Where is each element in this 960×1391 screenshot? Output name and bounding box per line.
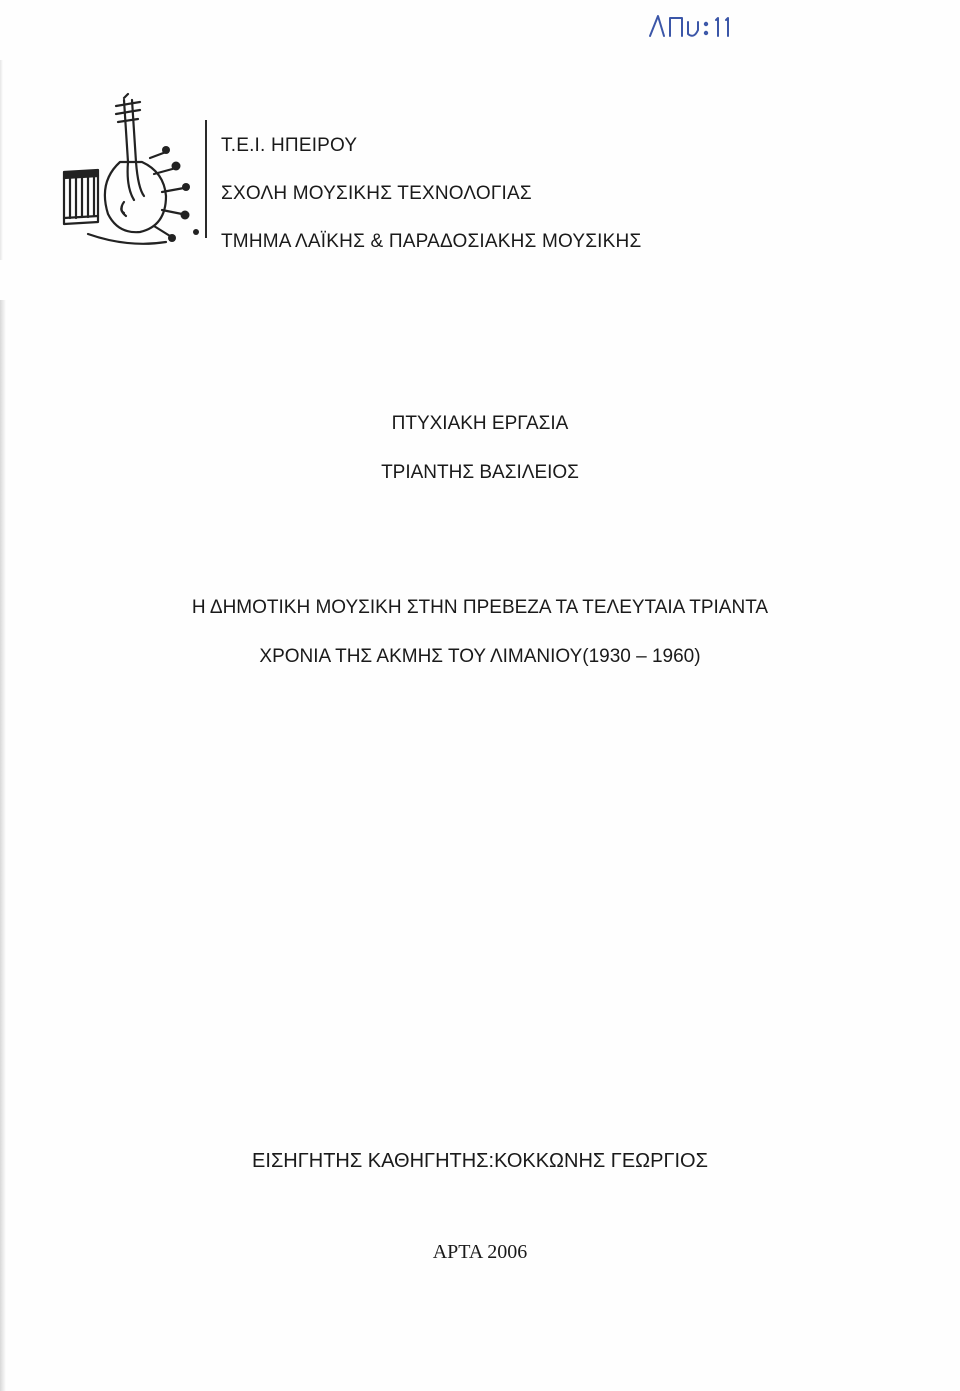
- institution-name: Τ.Ε.Ι. ΗΠΕΙΡΟΥ: [221, 135, 358, 156]
- school-name: ΣΧΟΛΗ ΜΟΥΣΙΚΗΣ ΤΕΧΝΟΛΟΓΙΑΣ: [221, 183, 532, 204]
- supervisor-line: ΕΙΣΗΓΗΤΗΣ ΚΑΘΗΓΗΤΗΣ:ΚΟΚΚΩΝΗΣ ΓΕΩΡΓΙΟΣ: [252, 1150, 708, 1172]
- place-and-year: ΑΡΤΑ 2006: [432, 1241, 528, 1263]
- thesis-title-line-1: Η ΔΗΜΟΤΙΚΗ ΜΟΥΣΙΚΗ ΣΤΗΝ ΠΡΕΒΕΖΑ ΤΑ ΤΕΛΕΥΤΑΙΑ ΤΡΙΑΝΤΑ: [191, 597, 769, 618]
- header-divider: [205, 120, 207, 238]
- handwritten-note-mark: [646, 6, 756, 46]
- author-name: ΤΡΙΑΝΤΗΣ ΒΑΣΙΛΕΙΟΣ: [381, 462, 579, 483]
- thesis-title-line-2: ΧΡΟΝΙΑ ΤΗΣ ΑΚΜΗΣ ΤΟΥ ΛΙΜΑΝΙΟΥ(1930 – 1960): [259, 646, 701, 667]
- document-type: ΠΤΥΧΙΑΚΗ ΕΡΓΑΣΙΑ: [391, 413, 569, 434]
- scan-shadow-edge-top: [0, 60, 3, 260]
- music-school-logo-icon: [58, 92, 208, 252]
- department-name: ΤΜΗΜΑ ΛΑΪΚΗΣ & ΠΑΡΑΔΟΣΙΑΚΗΣ ΜΟΥΣΙΚΗΣ: [221, 231, 642, 252]
